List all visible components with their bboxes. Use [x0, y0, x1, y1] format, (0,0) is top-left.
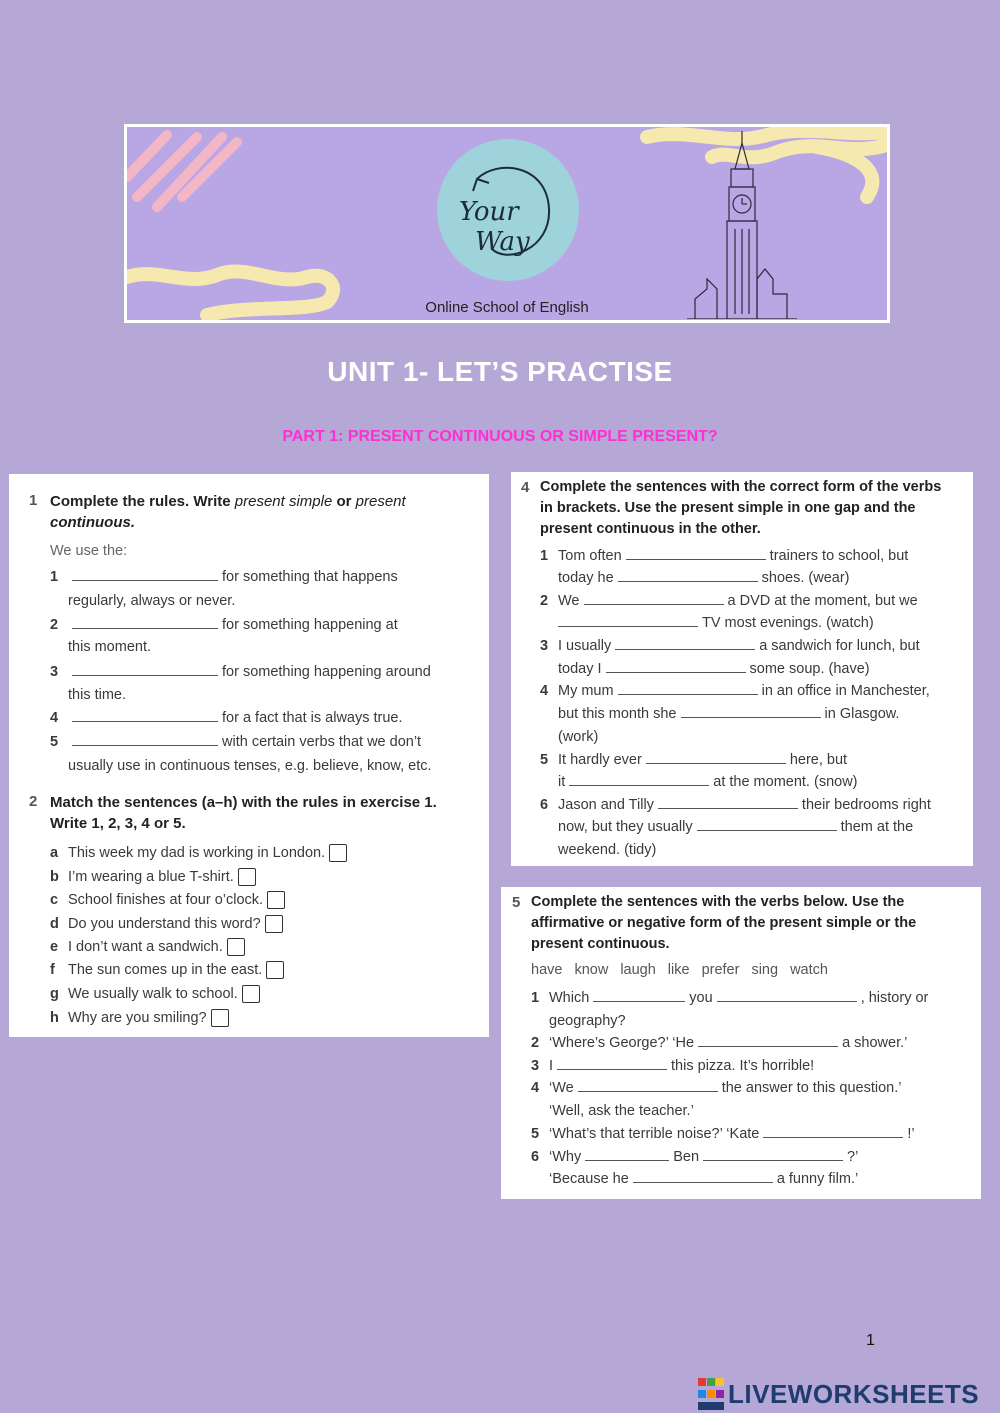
item-number: 4	[50, 710, 59, 726]
heading-part: Complete the sentences with the correct form of the verbs	[540, 479, 942, 495]
sentence-item-cont	[549, 1172, 858, 1187]
sentence-item	[531, 1150, 858, 1165]
match-item	[50, 938, 245, 956]
rule-item	[50, 570, 398, 585]
item-text: We usually walk to school.	[68, 985, 238, 1002]
sentence-item-cont	[558, 662, 870, 677]
item-number: 6	[531, 1149, 540, 1165]
answer-blank[interactable]	[681, 707, 821, 718]
liveworksheets-logo-icon	[698, 1378, 724, 1410]
item-text: for a fact that is always true.	[222, 710, 403, 726]
answer-blank[interactable]	[72, 711, 218, 722]
item-text: now, but they usually	[558, 819, 693, 835]
item-text: for something happening around	[222, 664, 431, 680]
item-text: Do you understand this word?	[68, 915, 261, 932]
verb-list	[531, 963, 840, 978]
answer-blank[interactable]	[658, 798, 798, 809]
answer-blank[interactable]	[606, 662, 746, 673]
item-text: This week my dad is working in London.	[68, 844, 326, 861]
item-letter: h	[50, 1009, 59, 1026]
answer-blank[interactable]	[615, 639, 755, 650]
answer-blank[interactable]	[698, 1036, 838, 1047]
exercise-number: 4	[521, 479, 530, 496]
big-ben-icon	[687, 129, 797, 319]
heading-em: present	[355, 493, 406, 510]
sentence-item	[531, 1059, 814, 1074]
item-letter: b	[50, 868, 59, 885]
item-letter: f	[50, 961, 55, 978]
item-text: trainers to school, but	[769, 548, 909, 564]
rule-item-cont: regularly, always or never.	[68, 593, 236, 609]
heading-part: present continuous.	[531, 936, 670, 952]
match-item	[50, 961, 284, 979]
answer-box[interactable]	[238, 868, 256, 886]
answer-blank[interactable]	[584, 594, 724, 605]
answer-box[interactable]	[266, 961, 284, 979]
match-item	[50, 844, 347, 862]
item-letter: a	[50, 844, 59, 861]
rule-item-cont: this time.	[68, 687, 127, 703]
part-heading: PART 1: PRESENT CONTINUOUS OR SIMPLE PRESENT?	[282, 428, 718, 445]
item-text: Ben	[673, 1149, 700, 1165]
exercise-5-heading	[531, 892, 971, 955]
item-text: with certain verbs that we don’t	[222, 734, 422, 750]
sentence-item-cont: weekend. (tidy)	[558, 842, 657, 858]
page-number: 1	[866, 1332, 875, 1349]
answer-blank[interactable]	[646, 753, 786, 764]
item-text: Why are you smiling?	[68, 1009, 207, 1026]
answer-blank[interactable]	[585, 1150, 669, 1161]
item-text: !’	[907, 1126, 915, 1142]
sentence-item-cont: geography?	[549, 1013, 626, 1029]
heading-part: or	[332, 493, 356, 510]
sentence-item-cont	[558, 775, 858, 790]
item-text: in Glasgow.	[824, 706, 900, 722]
sentence-item	[540, 594, 918, 609]
item-text: today he	[558, 570, 614, 586]
item-text: I’m wearing a blue T-shirt.	[68, 868, 234, 885]
exercise-1-intro: We use the:	[50, 543, 128, 559]
answer-blank[interactable]	[763, 1127, 903, 1138]
item-text: My mum	[558, 683, 614, 699]
item-text: Tom often	[558, 548, 622, 564]
item-text: their bedrooms right	[801, 797, 931, 813]
sentence-item	[540, 549, 908, 564]
sentence-item	[531, 1127, 915, 1142]
match-item	[50, 868, 256, 886]
sentence-item-cont: ‘Well, ask the teacher.’	[549, 1103, 694, 1119]
verb-word: watch	[790, 962, 828, 978]
item-number: 5	[50, 734, 59, 750]
heading-part: Complete the sentences with the verbs below. Use the	[531, 894, 905, 910]
sentence-item	[540, 753, 847, 768]
liveworksheets-brand: LIVEWORKSHEETS	[728, 1379, 980, 1409]
rule-item	[50, 618, 398, 633]
item-number: 2	[50, 617, 59, 633]
sentence-item-cont	[558, 571, 849, 586]
verb-word: prefer	[701, 962, 740, 978]
answer-blank[interactable]	[633, 1172, 773, 1183]
item-number: 1	[531, 990, 540, 1006]
header-banner	[124, 124, 890, 323]
item-number: 5	[531, 1126, 540, 1142]
item-text: , history or	[860, 990, 929, 1006]
school-name: Online School of English	[425, 299, 589, 316]
item-text: shoes. (wear)	[761, 570, 850, 586]
match-item	[50, 985, 260, 1003]
item-letter: e	[50, 938, 59, 955]
item-text: the answer to this question.’	[721, 1080, 902, 1096]
item-text: a sandwich for lunch, but	[759, 638, 920, 654]
answer-blank[interactable]	[578, 1081, 718, 1092]
exercise-number: 5	[512, 894, 521, 911]
item-number: 1	[540, 548, 549, 564]
answer-blank[interactable]	[557, 1059, 667, 1070]
your-way-logo	[437, 139, 579, 281]
item-text: them at the	[840, 819, 914, 835]
item-number: 3	[540, 638, 549, 654]
item-text: School finishes at four o’clock.	[68, 891, 264, 908]
answer-blank[interactable]	[618, 684, 758, 695]
exercise-number: 1	[29, 492, 38, 509]
item-text: today I	[558, 661, 602, 677]
item-number: 1	[50, 569, 59, 585]
sentence-item	[531, 991, 928, 1006]
item-text: it	[558, 774, 566, 790]
item-text: TV most evenings. (watch)	[702, 615, 874, 631]
answer-blank[interactable]	[72, 618, 218, 629]
item-text: for something happening at	[222, 617, 398, 633]
exercise-4-heading	[540, 477, 970, 540]
heading-part: in brackets. Use the present simple in one gap and the	[540, 500, 916, 516]
logo-word-way: Way	[475, 227, 530, 257]
exercise-card-5	[501, 887, 981, 1199]
sentence-item	[540, 684, 930, 699]
sentence-item	[531, 1081, 901, 1096]
logo-word-your: Your	[459, 197, 519, 227]
answer-box[interactable]	[329, 844, 347, 862]
match-item	[50, 1009, 229, 1027]
item-number: 6	[540, 797, 549, 813]
item-text: ‘Because he	[549, 1171, 629, 1187]
answer-blank[interactable]	[618, 571, 758, 582]
item-letter: g	[50, 985, 59, 1002]
sentence-item	[531, 1036, 907, 1051]
item-text: for something that happens	[222, 569, 398, 585]
item-text: Which	[549, 990, 590, 1006]
exercise-2-heading	[50, 792, 480, 834]
item-number: 2	[531, 1035, 540, 1051]
page-title: UNIT 1- LET’S PRACTISE	[327, 356, 673, 387]
item-text: ‘What’s that terrible noise?’ ‘Kate	[549, 1126, 760, 1142]
answer-blank[interactable]	[558, 616, 698, 627]
answer-blank[interactable]	[593, 991, 685, 1002]
sentence-item-cont	[558, 707, 899, 722]
item-text: at the moment. (snow)	[713, 774, 858, 790]
item-text: ‘We	[549, 1080, 574, 1096]
answer-blank[interactable]	[697, 820, 837, 831]
heading-part: affirmative or negative form of the present simple or the	[531, 915, 917, 931]
item-text: a shower.’	[842, 1035, 908, 1051]
item-text: here, but	[789, 752, 848, 768]
answer-blank[interactable]	[703, 1150, 843, 1161]
answer-blank[interactable]	[717, 991, 857, 1002]
sentence-item	[540, 798, 931, 813]
verb-word: laugh	[620, 962, 656, 978]
item-text: you	[689, 990, 713, 1006]
item-text: Jason and Tilly	[558, 797, 654, 813]
item-number: 5	[540, 752, 549, 768]
match-item	[50, 891, 285, 909]
answer-box[interactable]	[267, 891, 285, 909]
rule-item	[50, 711, 403, 726]
item-text: The sun comes up in the east.	[68, 961, 263, 978]
answer-blank[interactable]	[72, 665, 218, 676]
answer-blank[interactable]	[72, 735, 218, 746]
item-text: I usually	[558, 638, 612, 654]
answer-box[interactable]	[242, 985, 260, 1003]
exercise-card-1-2	[9, 474, 489, 1037]
answer-blank[interactable]	[72, 570, 218, 581]
verb-word: sing	[751, 962, 779, 978]
item-text: a funny film.’	[776, 1171, 859, 1187]
rule-item-cont: this moment.	[68, 639, 151, 655]
item-text: We	[558, 593, 580, 609]
item-text: It hardly ever	[558, 752, 642, 768]
verb-word: know	[574, 962, 609, 978]
item-number: 4	[531, 1080, 540, 1096]
exercise-card-4	[511, 472, 973, 866]
sentence-item-cont: (work)	[558, 729, 599, 745]
sentence-item-cont	[558, 616, 874, 631]
verb-word: like	[667, 962, 690, 978]
item-text: ‘Why	[549, 1149, 582, 1165]
answer-box[interactable]	[265, 915, 283, 933]
verb-word: have	[531, 962, 563, 978]
match-item	[50, 915, 283, 933]
item-text: I don’t want a sandwich.	[68, 938, 223, 955]
heading-part: present continuous in the other.	[540, 521, 761, 537]
answer-box[interactable]	[227, 938, 245, 956]
heading-em: present simple	[234, 493, 333, 510]
item-number: 3	[50, 664, 59, 680]
rule-item	[50, 735, 421, 750]
exercise-1-heading	[50, 491, 480, 533]
item-text: some soup. (have)	[749, 661, 870, 677]
exercise-number: 2	[29, 793, 38, 810]
heading-part: Complete the rules. Write	[50, 493, 235, 510]
answer-blank[interactable]	[569, 775, 709, 786]
heading-part: Write 1, 2, 3, 4 or 5.	[50, 815, 186, 832]
answer-blank[interactable]	[626, 549, 766, 560]
item-text: I	[549, 1058, 554, 1074]
item-text: in an office in Manchester,	[761, 683, 930, 699]
rule-item	[50, 665, 431, 680]
item-number: 2	[540, 593, 549, 609]
item-text: a DVD at the moment, but we	[727, 593, 918, 609]
item-letter: d	[50, 915, 59, 932]
heading-part: Match the sentences (a–h) with the rules in exercise 1.	[50, 794, 437, 811]
sentence-item-cont	[558, 820, 913, 835]
item-text: ‘Where’s George?’ ‘He	[549, 1035, 695, 1051]
item-text: this pizza. It’s horrible!	[671, 1058, 815, 1074]
answer-box[interactable]	[211, 1009, 229, 1027]
heading-em: continuous.	[50, 514, 135, 531]
item-text: ?’	[847, 1149, 859, 1165]
item-number: 3	[531, 1058, 540, 1074]
item-letter: c	[50, 891, 59, 908]
sentence-item	[540, 639, 920, 654]
item-number: 4	[540, 683, 549, 699]
rule-item-cont: usually use in continuous tenses, e.g. believe, know, etc.	[68, 758, 432, 774]
item-text: but this month she	[558, 706, 677, 722]
